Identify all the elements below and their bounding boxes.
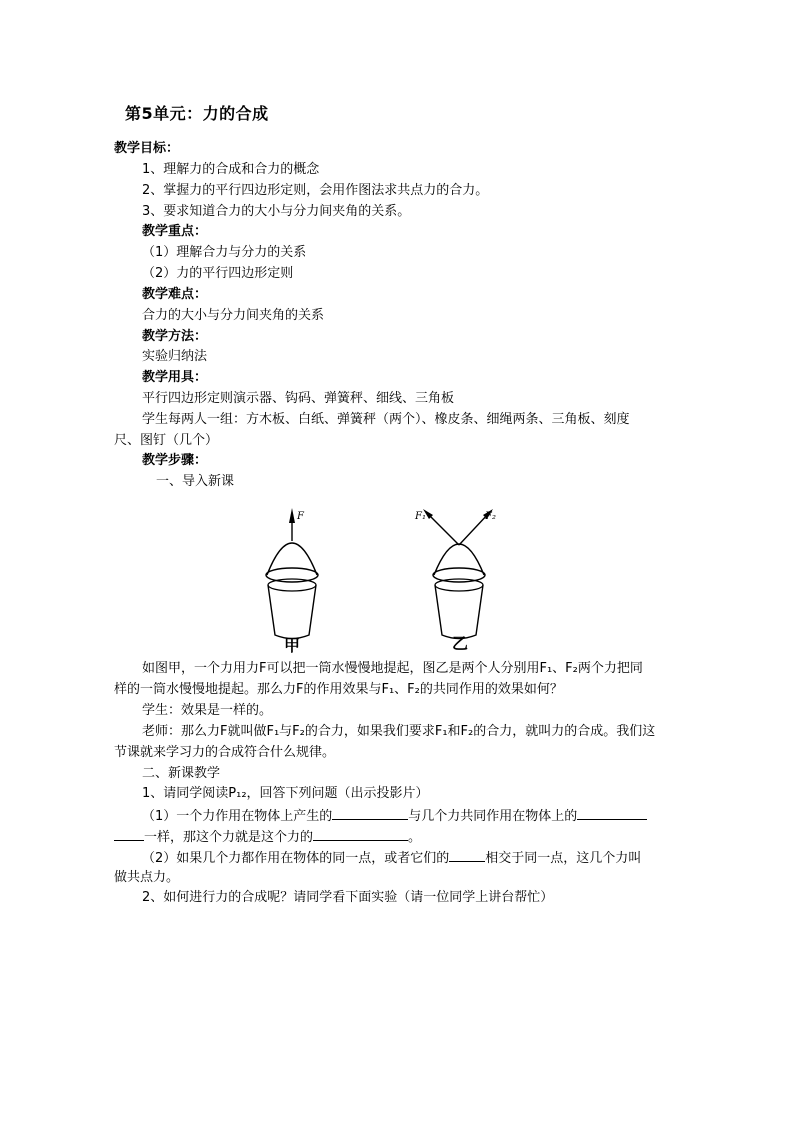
question-text: 一样，那这个力就是这个力的 <box>144 830 314 845</box>
goal-item: 2、掌握力的平行四边形定则，会用作图法求共点力的合力。 <box>142 183 489 198</box>
tools-line: 平行四边形定则演示器、钩码、弹簧秤、细线、三角板 <box>142 391 455 406</box>
figure-label-yi: 乙 <box>452 634 469 653</box>
key-point-item: （2）力的平行四边形定则 <box>142 266 294 281</box>
force-label-f2: F₂ <box>485 511 496 522</box>
difficulty-heading: 教学难点： <box>142 287 208 302</box>
body-paragraph: 如图甲，一个力用力F可以把一筒水慢慢地提起，图乙是两个人分别用F₁、F₂两个力把同 <box>142 661 643 676</box>
question-text: 与几个力共同作用在物体上的 <box>408 809 578 824</box>
body-paragraph: 样的一筒水慢慢地提起。那么力F的作用效果与F₁、F₂的共同作用的效果如何？ <box>114 682 563 697</box>
goals-heading: 教学目标： <box>114 141 180 156</box>
body-paragraph: 2、如何进行力的合成呢？请同学看下面实验（请一位同学上讲台帮忙） <box>142 890 554 905</box>
fill-blank[interactable] <box>313 826 408 841</box>
tools-line: 尺、图钉（几个） <box>114 433 219 448</box>
question-1-line-2 <box>114 826 421 848</box>
question-text: 相交于同一点，这几个力叫 <box>485 851 642 866</box>
body-paragraph: 1、请同学阅读P₁₂，回答下列问题（出示投影片） <box>142 786 429 801</box>
question-text: 。 <box>408 830 422 845</box>
fill-blank[interactable] <box>577 805 647 820</box>
question-text: （2）如果几个力都作用在物体的同一点，或者它们的 <box>142 851 450 866</box>
method-heading: 教学方法： <box>142 329 208 344</box>
tools-heading: 教学用具： <box>142 370 208 385</box>
fill-blank[interactable] <box>449 847 485 862</box>
page-title: 第5单元：力的合成 <box>125 104 269 123</box>
question-2-line-2: 做共点力。 <box>114 870 180 885</box>
body-paragraph: 节课就来学习力的合成符合什么规律。 <box>114 745 336 760</box>
force-label-f1: F₁ <box>415 511 426 522</box>
body-paragraph: 老师：那么力F就叫做F₁与F₂的合力，如果我们要求F₁和F₂的合力，就叫力的合成。我们这 <box>142 724 656 739</box>
method-text: 实验归纳法 <box>142 349 208 364</box>
fill-blank[interactable] <box>114 826 144 841</box>
key-point-item: （1）理解合力与分力的关系 <box>142 245 307 260</box>
goal-item: 3、要求知道合力的大小与分力间夹角的关系。 <box>142 204 411 219</box>
figure-label-jia: 甲 <box>284 636 301 655</box>
step-intro: 一、导入新课 <box>156 474 235 489</box>
steps-heading: 教学步骤： <box>142 453 208 468</box>
question-2-line-1 <box>142 847 641 869</box>
fill-blank[interactable] <box>332 805 408 820</box>
question-text: （1）一个力作用在物体上产生的 <box>142 809 333 824</box>
body-paragraph: 学生：效果是一样的。 <box>142 703 273 718</box>
key-points-heading: 教学重点： <box>142 224 208 239</box>
section-heading: 二、新课教学 <box>142 766 221 781</box>
difficulty-text: 合力的大小与分力间夹角的关系 <box>142 308 325 323</box>
force-label-f: F <box>297 511 304 522</box>
goal-item: 1、理解力的合成和合力的概念 <box>142 162 320 177</box>
question-1-line-1 <box>142 805 647 827</box>
tools-line: 学生每两人一组：方木板、白纸、弹簧秤（两个）、橡皮条、细绳两条、三角板、刻度 <box>142 412 630 427</box>
